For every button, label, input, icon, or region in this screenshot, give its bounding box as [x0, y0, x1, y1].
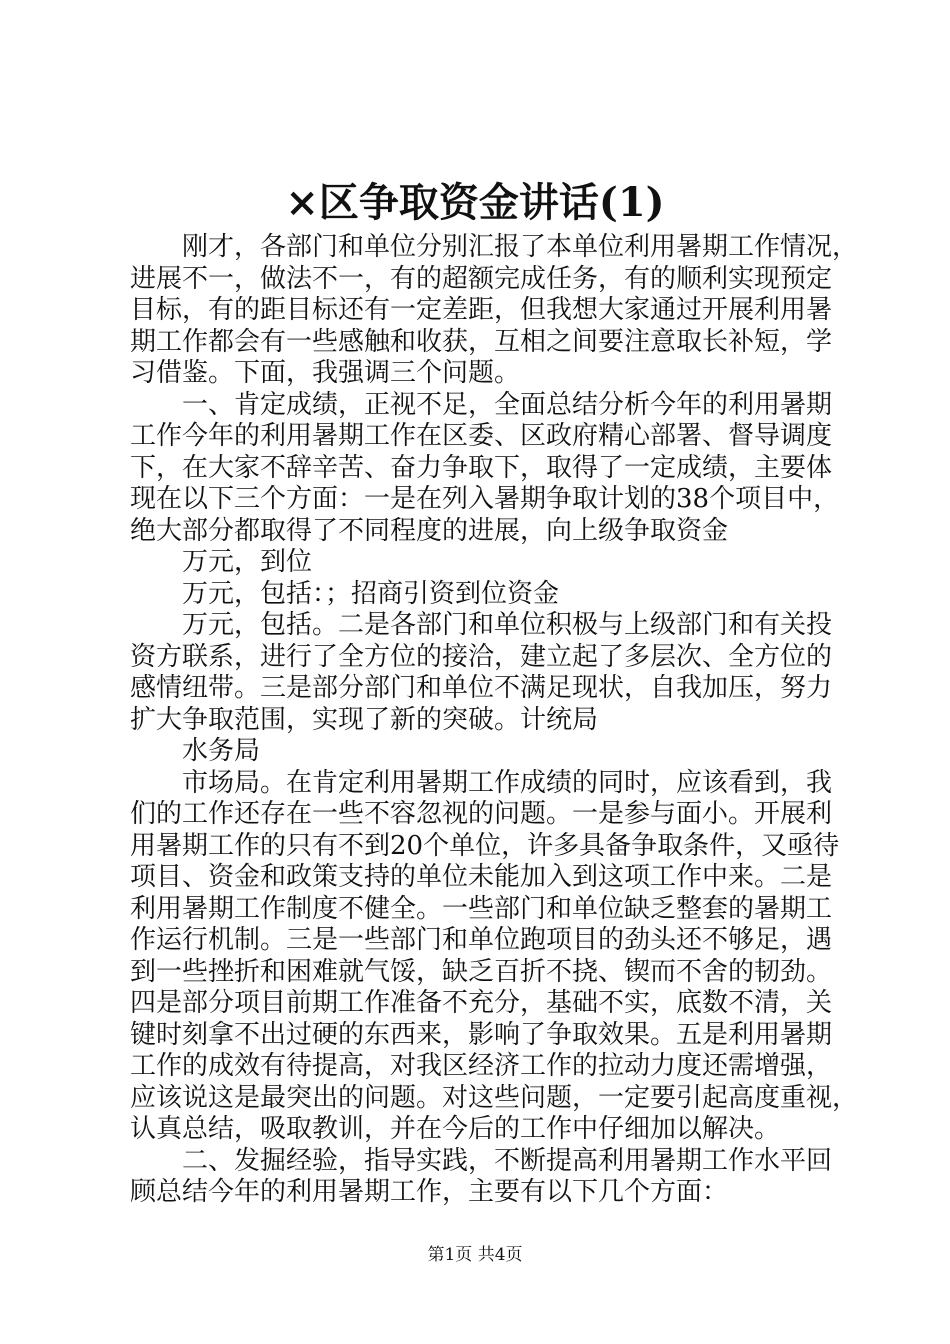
text-line: 万元，包括：；招商引资到位资金 — [182, 578, 560, 609]
text-line: 水务局 — [182, 736, 261, 766]
text-line: 作运行机制。三是一些部门和单位跑项目的劲头还不够足，遇 — [130, 925, 833, 955]
text-line: 们的工作还存在一些不容忽视的问题。一是参与面小。开展利 — [130, 799, 833, 829]
text-line: 工作的成效有待提高，对我区经济工作的拉动力度还需增强， — [130, 1051, 833, 1081]
text-line: 目标，有的距目标还有一定差距，但我想大家通过开展利用暑 — [130, 295, 833, 325]
text-line: 二、发掘经验，指导实践，不断提高利用暑期工作水平回 — [182, 1145, 833, 1176]
text-line: 下，在大家不辞辛苦、奋力争取下，取得了一定成绩，主要体 — [130, 452, 833, 483]
page-title: ×区争取资金讲话(1) — [285, 179, 665, 226]
text-line: 进展不一，做法不一，有的超额完成任务，有的顺利实现预定 — [130, 263, 833, 294]
text-line: 扩大争取范围，实现了新的突破。计统局 — [130, 704, 599, 735]
text-line: 一、肯定成绩，正视不足，全面总结分析今年的利用暑期 — [182, 389, 833, 420]
text-line: 期工作都会有一些感触和收获，互相之间要注意取长补短，学 — [130, 326, 833, 357]
text-line: 键时刻拿不出过硬的东西来，影响了争取效果。五是利用暑期 — [130, 1019, 833, 1050]
text-line: 利用暑期工作制度不健全。一些部门和单位缺乏整套的暑期工 — [130, 893, 833, 924]
text-line: 到一些挫折和困难就气馁，缺乏百折不挠、锲而不舍的韧劲。 — [130, 956, 833, 987]
page-footer: 第1页 共4页 — [427, 1245, 523, 1265]
text-line: 绝大部分都取得了不同程度的进展，向上级争取资金 — [130, 515, 729, 546]
document-body — [130, 232, 859, 1209]
text-line: 项目、资金和政策支持的单位未能加入到这项工作中来。二是 — [130, 862, 833, 892]
text-line: 用暑期工作的只有不到20个单位，许多具备争取条件，又亟待 — [130, 830, 840, 861]
text-line: 认真总结，吸取教训，并在今后的工作中仔细加以解决。 — [130, 1114, 781, 1144]
text-line: 资方联系，进行了全方位的接洽，建立起了多层次、全方位的 — [130, 641, 833, 672]
text-line: 万元，到位 — [182, 547, 313, 577]
text-line: 四是部分项目前期工作准备不充分，基础不实，底数不清，关 — [130, 988, 833, 1018]
text-line: 市场局。在肯定利用暑期工作成绩的同时，应该看到，我 — [182, 767, 833, 798]
text-line: 顾总结今年的利用暑期工作，主要有以下几个方面： — [130, 1177, 729, 1207]
text-line: 感情纽带。三是部分部门和单位不满足现状，自我加压，努力 — [130, 673, 833, 703]
text-line: 万元，包括。二是各部门和单位积极与上级部门和有关投 — [182, 610, 833, 640]
text-line: 应该说这是最突出的问题。对这些问题，一定要引起高度重视， — [130, 1082, 859, 1113]
text-line: 工作今年的利用暑期工作在区委、区政府精心部署、督导调度 — [130, 421, 833, 451]
text-line: 习借鉴。下面，我强调三个问题。 — [130, 358, 521, 388]
text-line: 刚才，各部门和单位分别汇报了本单位利用暑期工作情况， — [182, 232, 859, 262]
text-line: 现在以下三个方面：一是在列入暑期争取计划的38个项目中， — [130, 484, 840, 514]
